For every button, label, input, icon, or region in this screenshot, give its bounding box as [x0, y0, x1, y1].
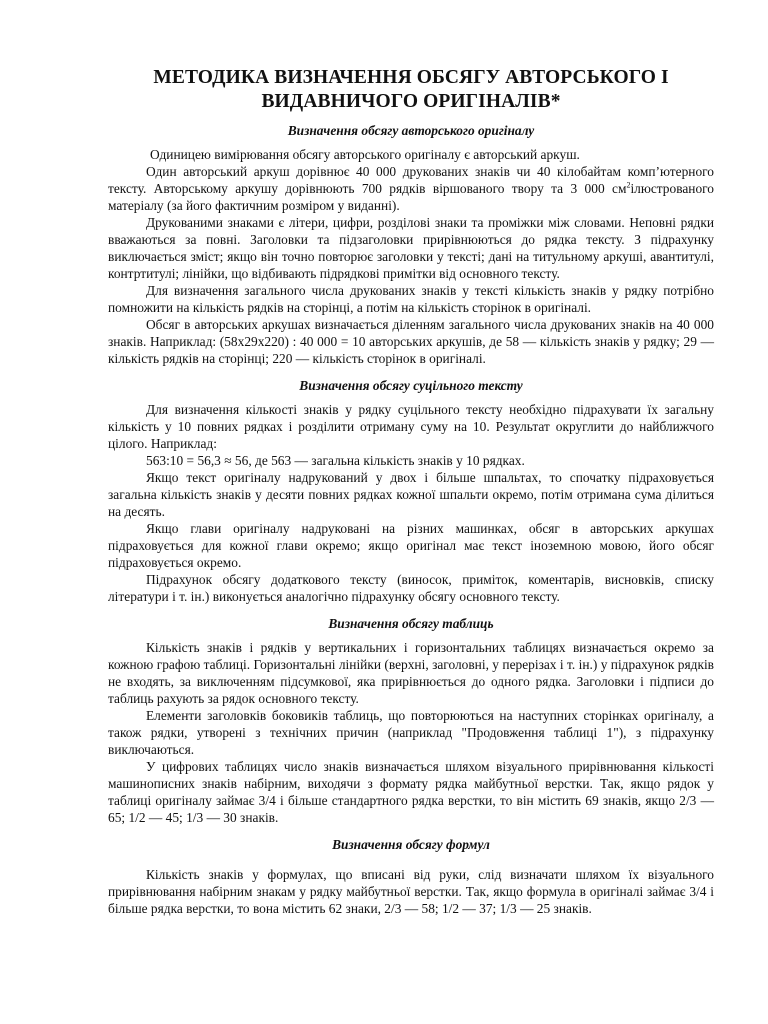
paragraph: Обсяг в авторських аркушах визначається діленням загального числа друкованих знаків на 40 000 знаків. Наприклад: (58х29х220) : 40 000 = 10 авторських аркушів, де 58 — кількість знаків у рядку; 29 — кількість рядків на сторінці; 220 — кількість сторінок в оригіналі.: [108, 317, 714, 366]
paragraph: У цифрових таблицях число знаків визначається шляхом візуального прирівнювання кількості машинописних знаків набірним, виходячи з формату рядка майбутньої верстки. Так, якщо рядок у таблиці оригіналу займає 3/4 і більше стандартного рядка верстки, то він містить 69 знаків, якщо 2/3 — 65; 1/2 — 45; 1/3 — 30 знаків.: [108, 759, 714, 825]
section-heading: Визначення обсягу формул: [332, 837, 490, 852]
paragraph: Якщо глави оригіналу надруковані на різних машинках, обсяг в авторських аркушах підраховується для кожної глави окремо; якщо оригінал має текст іноземною мовою, його обсяг підраховується окремо.: [108, 521, 714, 570]
section-heading: Визначення обсягу авторського оригіналу: [287, 123, 535, 138]
paragraph: Одиницею вимірювання обсягу авторського оригіналу є авторський аркуш.: [150, 147, 580, 162]
superscript: 2: [626, 180, 631, 190]
section-formulas: [108, 836, 714, 917]
paragraph: Кількість знаків у формулах, що вписані від руки, слід визначати шляхом їх візуального прирівнювання набірним знакам у рядку майбутньої верстки. Так, якщо формула в оригіналі займає 3/4 і більше рядка верстки, то вона містить 62 знаки, 2/3 — 58; 1/2 — 37; 1/3 — 25 знаків.: [108, 867, 714, 916]
title-line-2: ВИДАВНИЧОГО ОРИГІНАЛІВ*: [261, 91, 561, 112]
paragraph: Підрахунок обсягу додаткового тексту (виносок, приміток, коментарів, висновків, списку літератури і т. ін.) виконується аналогічно підрахунку обсягу основного тексту.: [108, 572, 714, 604]
paragraph: Для визначення кількості знаків у рядку суцільного тексту необхідно підрахувати їх загальну кількість у 10 повних рядках і розділити отриману суму на 10. Результат округлити до найближчого цілого. Наприклад:: [108, 402, 714, 451]
paragraph: Для визначення загального числа друкованих знаків у тексті кількість знаків у рядку потрібно помножити на кількість рядків на сторінці, а потім на кількість сторінок в оригіналі.: [108, 283, 714, 315]
paragraph: Елементи заголовків боковиків таблиць, що повторюються на наступних сторінках оригіналу, а також рядки, утворені з технічних причин (наприклад "Продовження таблиці 1"), з підрахунку виключаються.: [108, 708, 714, 757]
section-heading: Визначення обсягу суцільного тексту: [299, 378, 523, 393]
paragraph: 563:10 = 56,3 ≈ 56, де 563 — загальна кількість знаків у 10 рядках.: [146, 453, 525, 468]
section-continuous-text: [108, 377, 714, 605]
section-tables: [108, 615, 714, 826]
paragraph: Якщо текст оригіналу надрукований у двох і більше шпальтах, то спочатку підраховується загальна кількість знаків у десяти повних рядках кожної шпальти окремо, потім отримана сума ділиться на десять.: [108, 470, 714, 519]
document-title: [108, 66, 714, 114]
section-author-original: [108, 122, 714, 367]
paragraph: Кількість знаків і рядків у вертикальних і горизонтальних таблицях визначається окремо за кожною графою таблиці. Горизонтальні лінійки (верхні, заголовні, у перерізах і т. ін.) у підрахунок рядків не входять, за виключенням підсумкової, яка прирівнюється до одного рядка. Заголовки і підписи до таблиць рахують за рядок основного тексту.: [108, 640, 714, 706]
paragraph: Один авторський аркуш дорівнює 40 000 друкованих знаків чи 40 кілобайтам комп’ютерного тексту. Авторському аркушу дорівнюють 700 рядків віршованого твору та 3 000 $см^2ілюстрованого$ матеріалу (за його фактичним розміром у виданні).: [108, 164, 714, 213]
title-line-1: МЕТОДИКА ВИЗНАЧЕННЯ ОБСЯГУ АВТОРСЬКОГО І: [153, 67, 669, 88]
section-heading: Визначення обсягу таблиць: [328, 616, 494, 631]
paragraph: Друкованими знаками є літери, цифри, розділові знаки та проміжки між словами. Неповні рядки вважаються за повні. Заголовки та підзаголовки прирівнюються до рядка тексту. З підрахунку виключається зміст; якщо він точно повторює заголовки у тексті; дані на титульному аркуші, авантитулі, контртитулі; лінійки, що відбивають підрядкові примітки від основного тексту.: [108, 215, 714, 281]
